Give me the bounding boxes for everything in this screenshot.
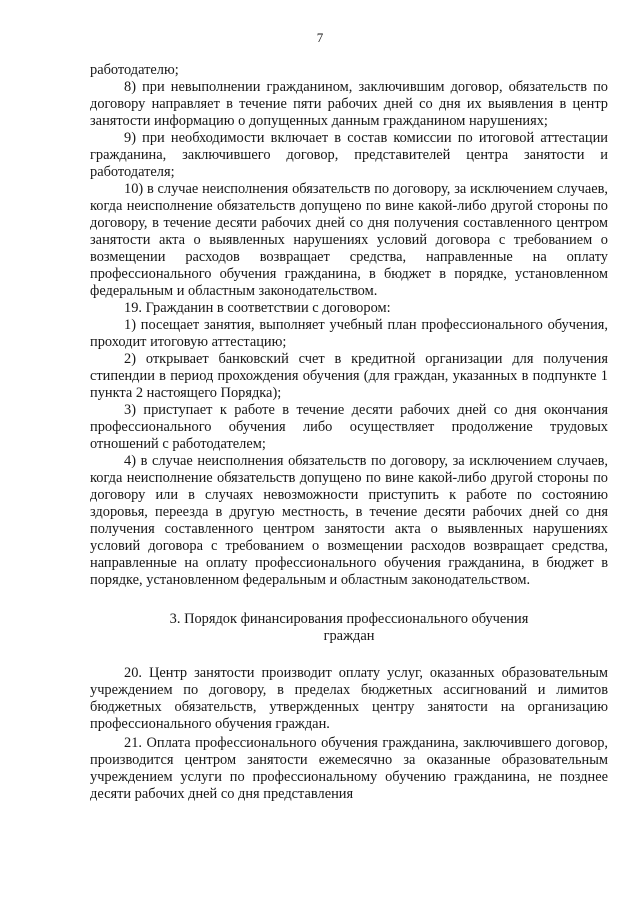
paragraphs-bottom <box>90 665 608 803</box>
page-number: 7 <box>316 30 324 45</box>
paragraph: 2) открывает банковский счет в кредитной организации для получения стипендии в период прохождения обучения (для граждан, указанных в подпункте 1 пункта 2 настоящего Порядка); <box>90 351 608 401</box>
paragraphs-top <box>90 62 608 589</box>
paragraph: 3) приступает к работе в течение десяти рабочих дней со дня окончания профессионального обучения либо осуществляет продолжение трудовых отношений с работодателем; <box>90 402 608 452</box>
paragraph: 9) при необходимости включает в состав комиссии по итоговой аттестации гражданина, заключившего договор, представителей центра занятости и работодателя; <box>90 130 608 180</box>
paragraph: 19. Гражданин в соответствии с договором: <box>124 300 391 316</box>
paragraph: 1) посещает занятия, выполняет учебный план профессионального обучения, проходит итоговую аттестацию; <box>90 317 608 350</box>
section-heading-line: граждан <box>323 628 375 644</box>
paragraph: 4) в случае неисполнения обязательств по договору, за исключением случаев, когда неисполнение обязательств допущено по вине какой-либо другой стороны по договору или в случаях невозможности приступить к работе по состоянию здоровья, переезда в другую местность, в течение десяти рабочих дней со дня получения составленного центром занятости акта о выявленных нарушениях условий договора с требованием о возмещении расходов возвращает средства, направленные на оплату профессионального обучения гражданина, в бюджет в порядке, установленном федеральным и областным законодательством. <box>90 453 608 588</box>
paragraph: 21. Оплата профессионального обучения гражданина, заключившего договор, производится центром занятости ежемесячно за оказанные образовательным учреждением услуги по профессиональному обучению гражданина, не позднее десяти рабочих дней со дня представления <box>90 735 608 802</box>
section-heading <box>90 611 608 645</box>
page-content <box>90 62 608 803</box>
paragraph: 20. Центр занятости производит оплату услуг, оказанных образовательным учреждением по договору, в пределах бюджетных ассигнований и лимитов бюджетных обязательств, утвержденных центру занятости на организацию профессионального обучения граждан. <box>90 665 608 732</box>
paragraph: 10) в случае неисполнения обязательств по договору, за исключением случаев, когда неисполнение обязательств допущено по вине какой-либо другой стороны по договору, в течение десяти рабочих дней со дня получения составленного центром занятости акта о выявленных нарушениях условий договора с требованием о возмещении расходов возвращает средства, направленные на оплату профессионального обучения гражданина, в бюджет в порядке, установленном федеральным и областным законодательством. <box>90 181 608 299</box>
section-heading-line: 3. Порядок финансирования профессионального обучения <box>169 611 529 627</box>
paragraph: 8) при невыполнении гражданином, заключившим договор, обязательств по договору направляет в течение пяти рабочих дней со дня их выявления в центр занятости информацию о допущенных данным гражданином нарушениях; <box>90 79 608 129</box>
paragraph: работодателю; <box>90 62 179 78</box>
